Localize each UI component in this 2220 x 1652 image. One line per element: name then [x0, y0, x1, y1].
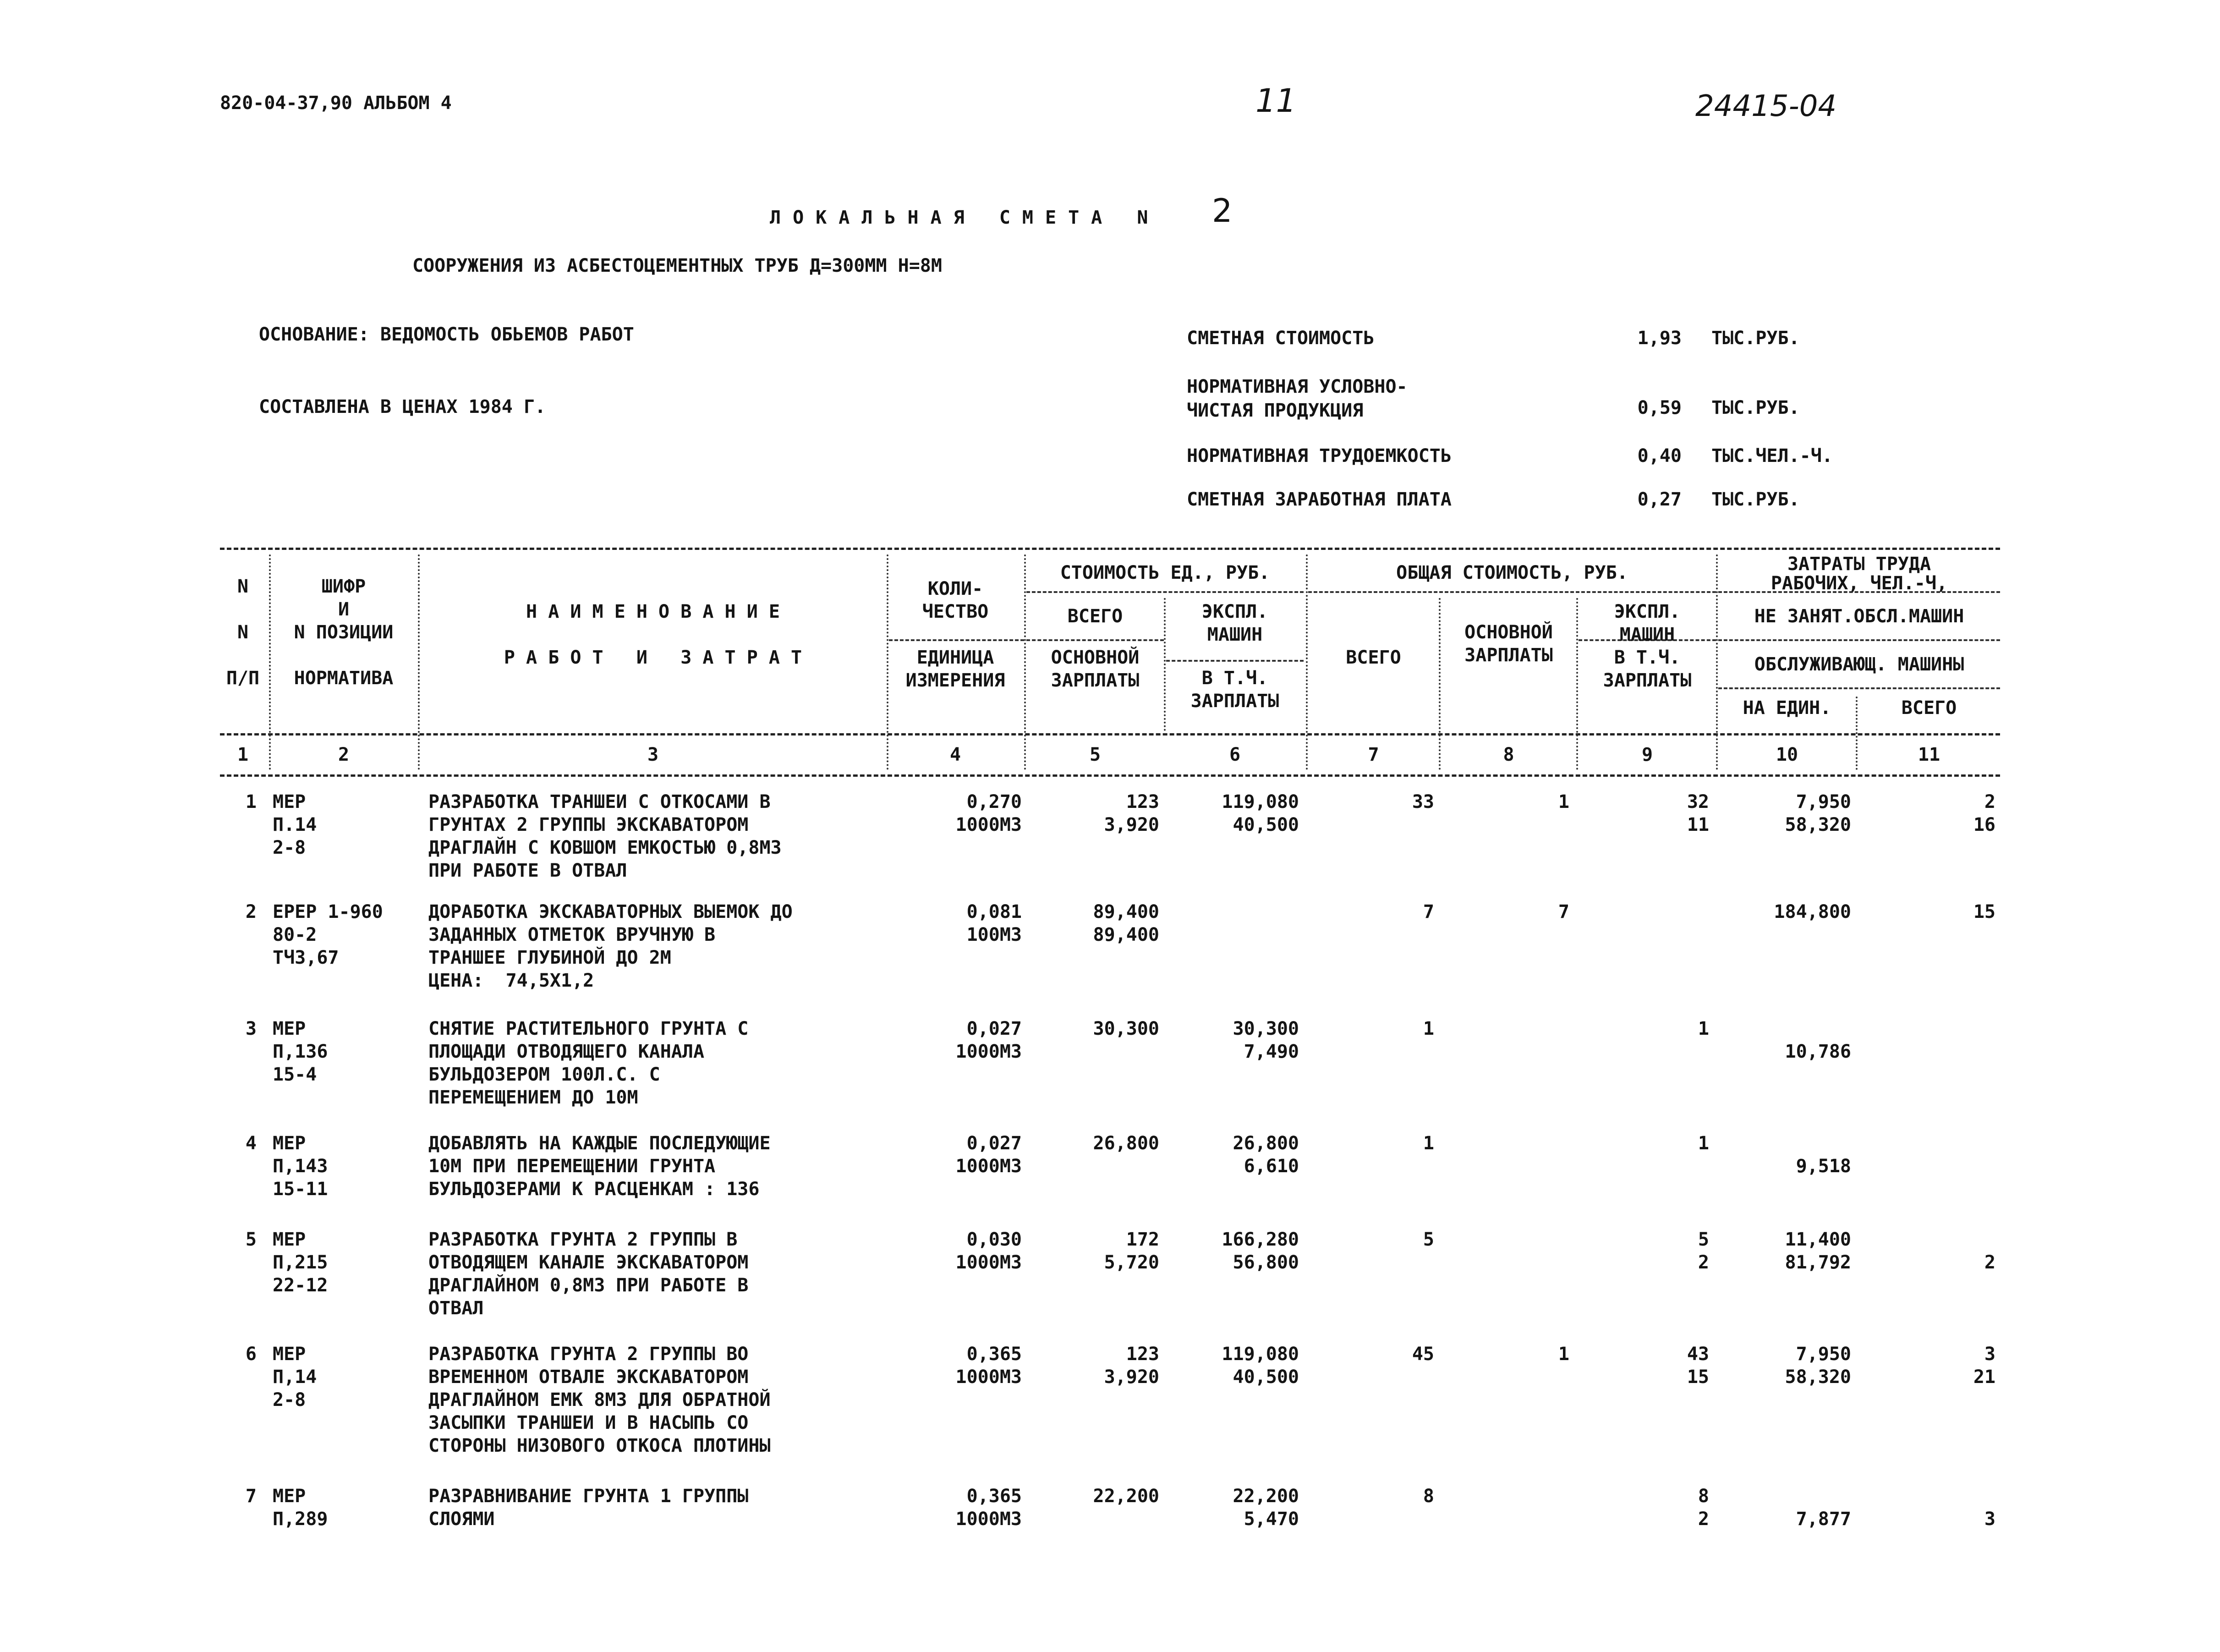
- row-labor-per-unit: 7,877: [1796, 1509, 1851, 1530]
- header-total-cost: ОБЩАЯ СТОИМОСТЬ, РУБ.: [1396, 562, 1628, 583]
- column-number: 7: [1368, 744, 1379, 765]
- column-number: 2: [338, 744, 350, 765]
- summary-value: 0,27: [1637, 489, 1682, 510]
- header-subrule: [1308, 591, 1716, 593]
- row-unit-machines: 119,080 40,500: [1222, 791, 1299, 835]
- row-unit-total: 172 5,720: [1104, 1229, 1159, 1273]
- column-number: 6: [1229, 744, 1241, 765]
- document-subtitle: СООРУЖЕНИЯ ИЗ АСБЕСТОЦЕМЕНТНЫХ ТРУБ Д=300ММ Н=8М: [412, 255, 942, 276]
- row-total-cost: 8: [1423, 1486, 1434, 1507]
- row-number: 2: [245, 901, 257, 922]
- row-total-cost: 5: [1423, 1229, 1434, 1250]
- header-name: Н А И М Е Н О В А Н И Е: [526, 601, 780, 622]
- header-subrule: [1166, 660, 1304, 662]
- row-number: 5: [245, 1229, 257, 1250]
- column-number: 11: [1918, 744, 1940, 765]
- summary-unit: ТЫС.РУБ.: [1711, 328, 1800, 349]
- row-total-cost: 1: [1423, 1133, 1434, 1154]
- row-unit-machines: 119,080 40,500: [1222, 1344, 1299, 1388]
- row-number: 4: [245, 1133, 257, 1154]
- summary-label: СМЕТНАЯ ЗАРАБОТНАЯ ПЛАТА: [1187, 489, 1452, 510]
- row-labor-per-unit: 184,800: [1774, 901, 1851, 922]
- row-labor-per-unit: 7,950 58,320: [1785, 791, 1851, 835]
- row-total-machines: 5 2: [1698, 1229, 1709, 1273]
- header-subrule: [1718, 687, 2000, 689]
- row-unit-machines: 30,300 7,490: [1233, 1018, 1299, 1062]
- column-divider: [1024, 554, 1026, 770]
- header-subrule: [1026, 591, 1304, 593]
- header-unit-cost: СТОИМОСТЬ ЕД., РУБ.: [1060, 562, 1270, 583]
- header-labor-sub2: ОБСЛУЖИВАЮЩ. МАШИНЫ: [1754, 654, 1964, 675]
- prices-line: СОСТАВЛЕНА В ЦЕНАХ 1984 Г.: [259, 396, 546, 417]
- row-unit-machines: 26,800 6,610: [1233, 1133, 1299, 1177]
- row-code: МЕР П,143 15-11: [273, 1133, 328, 1200]
- row-code: МЕР П,289: [273, 1486, 328, 1530]
- header-subrule: [1718, 639, 2000, 641]
- row-labor-total: 2 16: [1973, 791, 1995, 835]
- row-total-cost: 45: [1412, 1344, 1434, 1365]
- row-name: ДОРАБОТКА ЭКСКАВАТОРНЫХ ВЫЕМОК ДО ЗАДАННЫХ ОТМЕТОК ВРУЧНУЮ В ТРАНШЕЕ ГЛУБИНОЙ ДО 2М ЦЕНА: 74,5Х1,2: [428, 901, 793, 991]
- row-unit-machines: 22,200 5,470: [1233, 1486, 1299, 1530]
- row-total-cost: 33: [1412, 791, 1434, 812]
- header-c8-wage: ОСНОВНОЙ ЗАРПЛАТЫ: [1464, 622, 1553, 666]
- row-unit-total: 26,800: [1093, 1133, 1159, 1154]
- row-number: 7: [245, 1486, 257, 1507]
- column-divider: [1164, 598, 1166, 731]
- row-unit-total: 22,200: [1093, 1486, 1159, 1507]
- page-number: 11: [1255, 82, 1297, 120]
- row-number: 6: [245, 1344, 257, 1365]
- header-labor: ЗАТРАТЫ ТРУДА РАБОЧИХ, ЧЕЛ.-Ч,: [1771, 554, 1948, 594]
- column-divider: [1856, 697, 1858, 770]
- row-total-wage: 1: [1558, 791, 1569, 812]
- row-quantity: 0,030 1000М3: [955, 1229, 1022, 1273]
- summary-value: 0,40: [1637, 445, 1682, 467]
- basis-line: ОСНОВАНИЕ: ВЕДОМОСТЬ ОБЬЕМОВ РАБОТ: [259, 324, 634, 345]
- row-total-machines: 1: [1698, 1018, 1709, 1039]
- row-code: МЕР П.14 2-8: [273, 791, 317, 858]
- document-title: ЛОКАЛЬНАЯ СМЕТА N: [770, 207, 1160, 228]
- row-code: ЕРЕР 1-960 80-2 ТЧ3,67: [273, 901, 383, 968]
- header-c6-machines: ЭКСПЛ. МАШИН: [1201, 601, 1268, 645]
- header-unit: ЕДИНИЦА ИЗМЕРЕНИЯ: [905, 647, 1005, 691]
- column-divider: [1576, 598, 1578, 770]
- header-subrule: [1026, 639, 1164, 641]
- row-number: 3: [245, 1018, 257, 1039]
- row-total-machines: 8 2: [1698, 1486, 1709, 1530]
- row-total-wage: 1: [1558, 1344, 1569, 1365]
- row-name: ДОБАВЛЯТЬ НА КАЖДЫЕ ПОСЛЕДУЮЩИЕ 10М ПРИ ПЕРЕМЕЩЕНИИ ГРУНТА БУЛЬДОЗЕРАМИ К РАСЦЕНКАМ : 136: [428, 1133, 771, 1200]
- column-divider: [418, 554, 420, 770]
- header-c9-machines: ЭКСПЛ. МАШИН: [1614, 601, 1681, 645]
- row-code: МЕР П,215 22-12: [273, 1229, 328, 1296]
- row-quantity: 0,027 1000М3: [955, 1133, 1022, 1177]
- row-code: МЕР П,14 2-8: [273, 1344, 317, 1411]
- header-labor-sub1: НЕ ЗАНЯТ.ОБСЛ.МАШИН: [1754, 606, 1964, 627]
- row-total-cost: 1: [1423, 1018, 1434, 1039]
- header-c7-total: ВСЕГО: [1346, 647, 1401, 668]
- row-quantity: 0,081 100М3: [966, 901, 1022, 945]
- row-labor-total: 15: [1973, 901, 1995, 922]
- row-total-wage: 7: [1558, 901, 1569, 922]
- summary-label: НОРМАТИВНАЯ ТРУДОЕМКОСТЬ: [1187, 445, 1452, 467]
- row-name: СНЯТИЕ РАСТИТЕЛЬНОГО ГРУНТА С ПЛОЩАДИ ОТВОДЯЩЕГО КАНАЛА БУЛЬДОЗЕРОМ 100Л.С. С ПЕРЕМЕЩЕНИЕМ ДО 10М: [428, 1018, 749, 1108]
- row-name: РАЗРАБОТКА ТРАНШЕИ С ОТКОСАМИ В ГРУНТАХ 2 ГРУППЫ ЭКСКАВАТОРОМ ДРАГЛАЙН С КОВШОМ ЕМКОСТЬЮ 0,8М3 ПРИ РАБОТЕ В ОТВАЛ: [428, 791, 782, 881]
- column-divider: [887, 554, 888, 770]
- row-unit-total: 123 3,920: [1104, 1344, 1159, 1388]
- column-number: 4: [949, 744, 961, 765]
- row-quantity: 0,365 1000М3: [955, 1344, 1022, 1388]
- numbers-bottom-rule: [220, 774, 2000, 777]
- row-number: 1: [245, 791, 257, 812]
- row-name: РАЗРАБОТКА ГРУНТА 2 ГРУППЫ В ОТВОДЯЩЕМ КАНАЛЕ ЭКСКАВАТОРОМ ДРАГЛАЙНОМ 0,8М3 ПРИ РАБОТЕ В ОТВАЛ: [428, 1229, 749, 1319]
- row-quantity: 0,270 1000М3: [955, 791, 1022, 835]
- column-divider: [269, 554, 271, 770]
- row-total-machines: 43 15: [1687, 1344, 1709, 1388]
- summary-unit: ТЫС.ЧЕЛ.-Ч.: [1711, 445, 1833, 467]
- row-unit-total: 89,400 89,400: [1093, 901, 1159, 945]
- column-number: 8: [1503, 744, 1514, 765]
- row-unit-machines: 166,280 56,800: [1222, 1229, 1299, 1273]
- summary-label: СМЕТНАЯ СТОИМОСТЬ: [1187, 328, 1375, 349]
- column-number: 3: [647, 744, 659, 765]
- row-name: РАЗРАВНИВАНИЕ ГРУНТА 1 ГРУППЫ СЛОЯМИ: [428, 1486, 749, 1530]
- row-labor-per-unit: 9,518: [1796, 1156, 1851, 1177]
- header-bottom-rule: [220, 733, 2000, 735]
- column-divider: [1716, 554, 1718, 770]
- summary-unit: ТЫС.РУБ.: [1711, 489, 1800, 510]
- header-c10: НА ЕДИН.: [1743, 697, 1831, 719]
- column-number: 10: [1776, 744, 1798, 765]
- column-number: 9: [1641, 744, 1653, 765]
- column-divider: [1439, 598, 1441, 770]
- row-unit-total: 123 3,920: [1104, 791, 1159, 835]
- header-row-number: N N П/П: [226, 576, 260, 689]
- row-total-machines: 1: [1698, 1133, 1709, 1154]
- row-labor-total: 2: [1984, 1252, 1995, 1273]
- inventory-number: 24415-04: [1695, 89, 1837, 123]
- header-c9-wage: В Т.Ч. ЗАРПЛАТЫ: [1603, 647, 1692, 691]
- row-labor-total: 3 21: [1973, 1344, 1995, 1388]
- estimate-number: 2: [1212, 192, 1233, 230]
- table-top-rule: [220, 548, 2000, 550]
- column-divider: [1306, 554, 1308, 770]
- row-quantity: 0,027 1000М3: [955, 1018, 1022, 1062]
- header-subrule: [889, 639, 1024, 641]
- row-unit-total: 30,300: [1093, 1018, 1159, 1039]
- row-labor-per-unit: 7,950 58,320: [1785, 1344, 1851, 1388]
- header-c6-wage: В Т.Ч. ЗАРПЛАТЫ: [1190, 668, 1279, 712]
- row-name: РАЗРАБОТКА ГРУНТА 2 ГРУППЫ ВО ВРЕМЕННОМ ОТВАЛЕ ЭКСКАВАТОРОМ ДРАГЛАЙНОМ ЕМК 8М3 ДЛЯ ОБРАТНОЙ ЗАСЫПКИ ТРАНШЕИ И В НАСЫПЬ СО СТОРОНЫ НИЗОВОГО ОТКОСА ПЛОТИНЫ: [428, 1344, 771, 1456]
- summary-unit: ТЫС.РУБ.: [1711, 397, 1800, 418]
- header-quantity: КОЛИ- ЧЕСТВО: [922, 578, 989, 622]
- summary-label: НОРМАТИВНАЯ УСЛОВНО- ЧИСТАЯ ПРОДУКЦИЯ: [1187, 376, 1408, 421]
- header-c5-wage: ОСНОВНОЙ ЗАРПЛАТЫ: [1051, 647, 1140, 691]
- summary-value: 1,93: [1637, 328, 1682, 349]
- row-total-cost: 7: [1423, 901, 1434, 922]
- row-labor-per-unit: 11,400 81,792: [1785, 1229, 1851, 1273]
- column-number: 1: [237, 744, 249, 765]
- row-quantity: 0,365 1000М3: [955, 1486, 1022, 1530]
- row-labor-total: 3: [1984, 1509, 1995, 1530]
- column-number: 5: [1089, 744, 1101, 765]
- header-c5-total: ВСЕГО: [1067, 606, 1123, 627]
- document-code: 820-04-37,90 АЛЬБОМ 4: [220, 93, 452, 114]
- summary-value: 0,59: [1637, 397, 1682, 418]
- row-total-machines: 32 11: [1687, 791, 1709, 835]
- row-labor-per-unit: 10,786: [1785, 1041, 1851, 1062]
- header-c11: ВСЕГО: [1901, 697, 1957, 719]
- header-name-sub: Р А Б О Т И З А Т Р А Т: [504, 647, 802, 668]
- row-code: МЕР П,136 15-4: [273, 1018, 328, 1085]
- header-code: ШИФР И N ПОЗИЦИИ НОРМАТИВА: [294, 576, 394, 689]
